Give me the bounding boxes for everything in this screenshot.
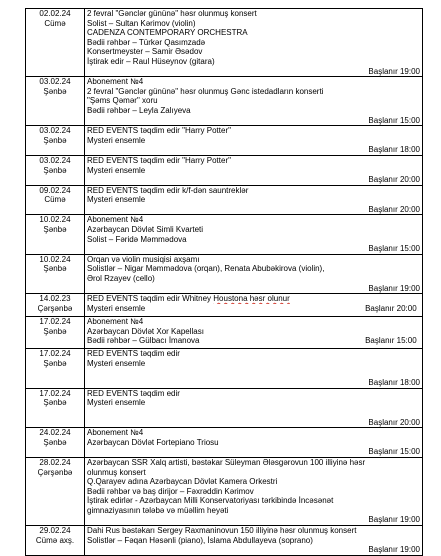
event-time: Başlanır 19:00 <box>368 545 420 555</box>
event-time: Başlanır 18:00 <box>368 145 420 155</box>
table-row <box>26 428 423 458</box>
event-line: Bədii rəhbər – Leyla Zalıyeva <box>87 105 191 115</box>
event-cell <box>85 155 423 185</box>
event-cell <box>85 185 423 215</box>
event-day: Cümə <box>44 195 66 205</box>
event-time: Başlanır 19:00 <box>368 283 420 293</box>
event-line: Solist – Fəridə Məmmədova <box>87 234 187 244</box>
date-cell <box>26 388 85 427</box>
event-day: Çərşənbə <box>37 467 73 477</box>
event-line: Konsertmeyster – Samir Əsədov <box>87 47 203 57</box>
table-row <box>26 215 423 254</box>
event-cell <box>85 215 423 254</box>
event-time: Başlanır 18:00 <box>368 378 420 388</box>
event-day: Şənbə <box>43 264 67 274</box>
event-line: Mysteri ensemle <box>87 303 146 313</box>
event-line: 2 fevral "Gənclər gününə" həsr olunmuş Gənc istedadların konserti <box>87 86 324 96</box>
date-cell <box>26 317 85 349</box>
event-time: Başlanır 20:00 <box>368 175 420 185</box>
event-cell <box>85 77 423 126</box>
spacer-line <box>87 408 420 418</box>
event-day: Şənbə <box>43 225 67 235</box>
event-cell <box>85 428 423 458</box>
table-row <box>26 317 423 349</box>
spacer-line <box>87 369 420 379</box>
event-cell <box>85 9 423 77</box>
event-date: 02.02.24 <box>39 9 71 18</box>
event-line: Solist – Sultan Kərimov (violin) <box>87 18 196 28</box>
event-date: 17.02.24 <box>39 388 71 398</box>
event-line: Solistlər – Fəqan Həsənli (piano), İslama Abdullayeva (soprano) <box>87 535 313 545</box>
event-cell <box>85 317 423 349</box>
event-line: Bədii rəhbər – Türkər Qasımzadə <box>87 37 206 47</box>
event-day: Cümə <box>44 18 66 28</box>
date-cell <box>26 9 85 77</box>
event-date: 10.02.24 <box>39 254 71 264</box>
event-time: Başlanır 20:00 <box>368 204 420 214</box>
event-day: Şənbə <box>43 165 67 175</box>
event-line: RED EVENTS təqdim edir <box>87 349 180 359</box>
event-line: 2 fevral "Gənclər gününə" həsr olunmuş konsert <box>87 9 257 18</box>
table-row <box>26 526 423 556</box>
event-line: Bədii rəhbər və baş dirijor – Fəxrəddin Kərimov <box>87 486 254 496</box>
table-row <box>26 294 423 317</box>
table-row <box>26 126 423 156</box>
event-line: Abonement №4 <box>87 77 144 87</box>
event-date: 17.02.24 <box>39 317 71 326</box>
event-line: CADENZA CONTEMPORARY ORCHESTRA <box>87 28 248 38</box>
event-line: Azərbaycan Dövlət Simli Kvarteti <box>87 225 204 235</box>
event-cell <box>85 388 423 427</box>
event-line: RED EVENTS təqdim edir <box>87 388 180 398</box>
event-cell <box>85 126 423 156</box>
event-line: Abonement №4 <box>87 215 144 225</box>
event-line: RED EVENTS təqdim edir "Harry Potter" <box>87 126 231 136</box>
event-cell <box>85 526 423 556</box>
date-cell <box>26 126 85 156</box>
event-day: Çərşənbə <box>37 303 73 313</box>
table-row <box>26 457 423 525</box>
event-day: Şənbə <box>43 437 67 447</box>
date-cell <box>26 215 85 254</box>
event-line: gimnaziyasının tələbə və müəllim heyəti <box>87 505 229 515</box>
event-date: 17.02.24 <box>39 349 71 359</box>
event-time: Başlanır 15:00 <box>368 447 420 457</box>
event-line: RED EVENTS təqdim edir k/f-dən sauntreklər <box>87 185 249 195</box>
event-time: Başlanır 15:00 <box>368 244 420 254</box>
event-line: Dahi Rus bəstəkarı Sergey Raxmaninovun 150 illiyinə həsr olunmuş konsert <box>87 526 357 536</box>
event-line: Abonement №4 <box>87 428 144 438</box>
event-date: 03.02.24 <box>39 77 71 87</box>
event-day: Şənbə <box>43 135 67 145</box>
event-line <box>87 294 420 304</box>
event-line: Mysteri ensemle <box>87 358 146 368</box>
event-line: Bədii rəhbər – Gülbacı İmanova <box>87 336 200 346</box>
event-line: Mysteri ensemle <box>87 165 146 175</box>
event-day: Şənbə <box>43 398 67 408</box>
date-cell <box>26 254 85 293</box>
date-cell <box>26 428 85 458</box>
event-day: Cümə axş. <box>35 535 75 545</box>
event-line: "Şəms Qəmər" xoru <box>87 96 158 106</box>
table-row <box>26 77 423 126</box>
event-line: Mysteri ensemle <box>87 195 146 205</box>
event-line: İştirak edir – Raul Hüseynov (gitara) <box>87 56 215 66</box>
event-day: Şənbə <box>43 86 67 96</box>
event-date: 10.02.24 <box>39 215 71 225</box>
date-cell <box>26 349 85 388</box>
date-cell <box>26 526 85 556</box>
spellcheck-flagged-text: Houstona həsr olunur <box>213 294 290 304</box>
event-time: Başlanır 15:00 <box>368 115 420 125</box>
event-time: Başlanır 19:00 <box>368 515 420 525</box>
event-line: Mysteri ensemle <box>87 398 146 408</box>
event-line: İştirak edirlər - Azərbaycan Milli Konservatoriyası tərkibində İncəsənət <box>87 496 334 506</box>
date-cell <box>26 185 85 215</box>
event-day: Şənbə <box>43 358 67 368</box>
event-date: 29.02.24 <box>39 526 71 536</box>
event-cell <box>85 349 423 388</box>
event-line: Solistlər – Nigar Məmmədova (orqan), Renata Abubəkirova (violin), <box>87 264 325 274</box>
event-line: Abonement №4 <box>87 317 144 326</box>
event-line: Azərbaycan Dövlət Xor Kapellası <box>87 326 204 336</box>
table-row <box>26 254 423 293</box>
event-line: Q.Qarayev adına Azərbaycan Dövlət Kamera Orkestri <box>87 477 278 487</box>
table-row <box>26 155 423 185</box>
event-cell <box>85 254 423 293</box>
event-time: Başlanır 20:00 <box>365 303 417 313</box>
event-line: Azərbaycan Dövlət Fortepiano Triosu <box>87 437 219 447</box>
event-date: 03.02.24 <box>39 155 71 165</box>
event-time: Başlanır 20:00 <box>368 417 420 427</box>
date-cell <box>26 457 85 525</box>
event-line: olunmuş konsert <box>87 467 146 477</box>
event-line: Azərbaycan SSR Xalq artisti, bəstəkar Süleyman Ələsgərovun 100 illiyinə həsr <box>87 457 366 467</box>
table-row <box>26 9 423 77</box>
event-cell <box>85 457 423 525</box>
event-line-text: RED EVENTS təqdim edir Whitney <box>87 294 214 304</box>
event-date: 14.02.23 <box>39 294 71 304</box>
date-cell <box>26 155 85 185</box>
event-date: 03.02.24 <box>39 126 71 136</box>
table-row <box>26 349 423 388</box>
event-date: 28.02.24 <box>39 457 71 467</box>
concert-schedule-table <box>25 8 423 556</box>
event-time: Başlanır 19:00 <box>368 66 420 76</box>
event-date: 09.02.24 <box>39 185 71 195</box>
event-cell <box>85 294 423 317</box>
table-row <box>26 388 423 427</box>
event-time: Başlanır 15:00 <box>365 336 417 346</box>
date-cell <box>26 294 85 317</box>
table-row <box>26 185 423 215</box>
event-line: Mysteri ensemle <box>87 135 146 145</box>
date-cell <box>26 77 85 126</box>
event-date: 24.02.24 <box>39 428 71 438</box>
event-day: Şənbə <box>43 326 67 336</box>
event-line: Orqan və violin musiqisi axşamı <box>87 254 200 264</box>
event-line: Ərol Rzayev (cello) <box>87 274 155 284</box>
event-line: RED EVENTS təqdim edir "Harry Potter" <box>87 155 231 165</box>
